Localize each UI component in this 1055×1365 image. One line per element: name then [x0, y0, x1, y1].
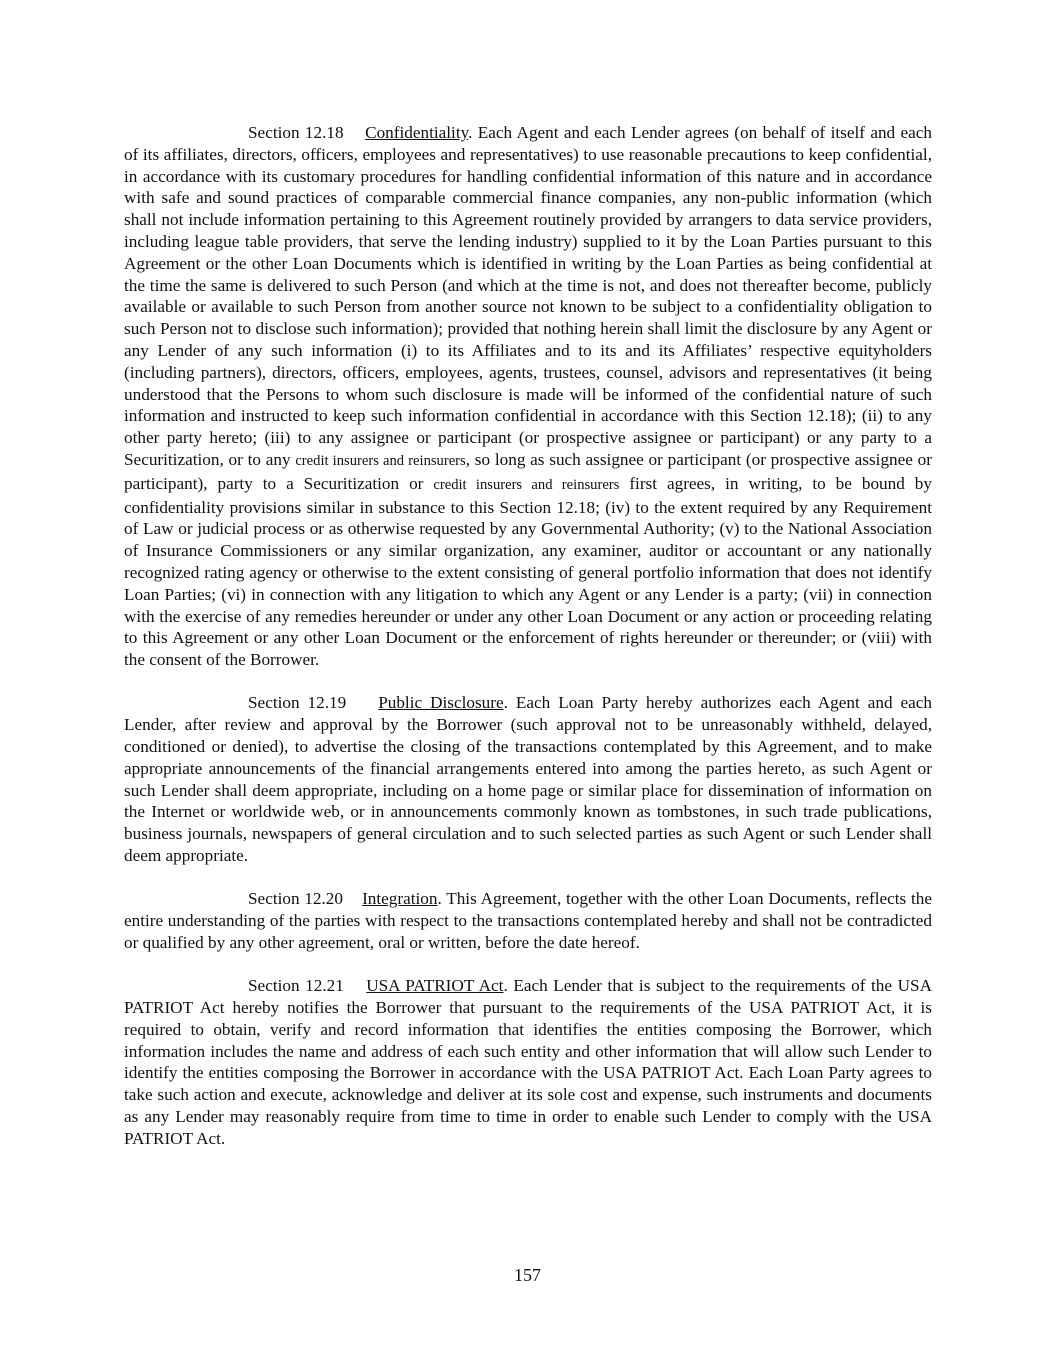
section-body: , so long as such assignee or participant (or prospective assignee or participant), party to a Securitization or [124, 449, 932, 493]
section-body: first agrees, in writing, to be bound by confidentiality provisions similar in substance to this Section 12.18; (iv) to the extent required by any Requirement of Law or judicial process or as otherwise requested by any Governmental Authority; (v) to the National Association of Insurance Commissioners or any similar organization, any examiner, auditor or accountant or any nationally recognized rating agency or otherwise to the extent consisting of general portfolio information that does not identify Loan Parties; (vi) in connection with any litigation to which any Agent or any Lender is a party; (vii) in connection with the exercise of any remedies hereunder or under any other Loan Document or any action or proceeding relating to this Agreement or any other Loan Document or the enforcement of rights hereunder or thereunder; or (viii) with the consent of the Borrower. [124, 473, 932, 670]
section-body: . This Agreement, together with the other Loan Documents, reflects the entire understanding of the parties with respect to the transactions contemplated hereby and shall not be contradicted or qualified by any other agreement, oral or written, before the date hereof. [124, 889, 932, 952]
section-heading: Public Disclosure [378, 693, 504, 713]
section-number: Section 12.18 [248, 123, 344, 142]
document-page [124, 122, 932, 1171]
section-body-small: credit insurers and reinsurers [295, 452, 466, 469]
section-body: . Each Lender that is subject to the requirements of the USA PATRIOT Act hereby notifies the Borrower that pursuant to the requirements of the USA PATRIOT Act, it is required to obtain, verify and record information that identifies the entities composing the Borrower, which information includes the name and address of each such entity and other information that will allow such Lender to identify the entities composing the Borrower in accordance with the USA PATRIOT Act. Each Loan Party agrees to take such action and execute, acknowledge and deliver at its sole cost and expense, such instruments and documents as any Lender may reasonably require from time to time in order to enable such Lender to comply with the USA PATRIOT Act. [124, 976, 933, 1148]
section-12-20 [124, 888, 932, 953]
section-body-small: credit insurers and reinsurers [433, 476, 620, 493]
section-body: . Each Agent and each Lender agrees (on behalf of itself and each of its affiliates, directors, officers, employees and representatives) to use reasonable precautions to keep confidential, in accordance with its customary procedures for handling confidential information of this nature and in accordance with safe and sound practices of comparable commercial finance companies, any non-public information (which shall not include information pertaining to this Agreement routinely provided by arrangers to data service providers, including league table providers, that serve the lending industry) supplied to it by the Loan Parties pursuant to this Agreement or the other Loan Documents which is identified in writing by the Loan Parties as being confidential at the time the same is delivered to such Person (and which at the time is not, and does not thereafter become, publicly available or available to such Person from another source not known to be subject to a confidentiality obligation to such Person not to disclose such information); provided that nothing herein shall limit the disclosure by any Agent or any Lender of any such information (i) to its Affiliates and to its and its Affiliates’ respective equityholders (including partners), directors, officers, employees, agents, trustees, counsel, advisors and representatives (it being understood that the Persons to whom such disclosure is made will be informed of the confidential nature of such information and instructed to keep such information confidential in accordance with this Section 12.18); (ii) to any other party hereto; (iii) to any assignee or participant (or prospective assignee or participant) or any party to a Securitization, or to any [124, 123, 933, 469]
section-12-18 [124, 122, 932, 671]
section-heading: Integration [362, 889, 438, 909]
section-heading: Confidentiality [365, 123, 469, 142]
section-body: . Each Loan Party hereby authorizes each Agent and each Lender, after review and approval by the Borrower (such approval not to be unreasonably withheld, delayed, conditioned or denied), to advertise the closing of the transactions contemplated by this Agreement, and to make appropriate announcements of the financial arrangements entered into among the parties hereto, as such Agent or such Lender shall deem appropriate, including on a home page or similar place for dissemination of information on the Internet or worldwide web, or in announcements commonly known as tombstones, in such trade publications, business journals, newspapers of general circulation and to such selected parties as such Agent or such Lender shall deem appropriate. [124, 693, 933, 865]
page-number: 157 [514, 1265, 541, 1285]
section-heading: USA PATRIOT Act [366, 976, 504, 996]
section-number: Section 12.21 [248, 976, 344, 996]
section-number: Section 12.19 [248, 693, 347, 713]
section-12-21 [124, 975, 932, 1149]
section-12-19 [124, 692, 932, 866]
section-number: Section 12.20 [248, 889, 343, 909]
